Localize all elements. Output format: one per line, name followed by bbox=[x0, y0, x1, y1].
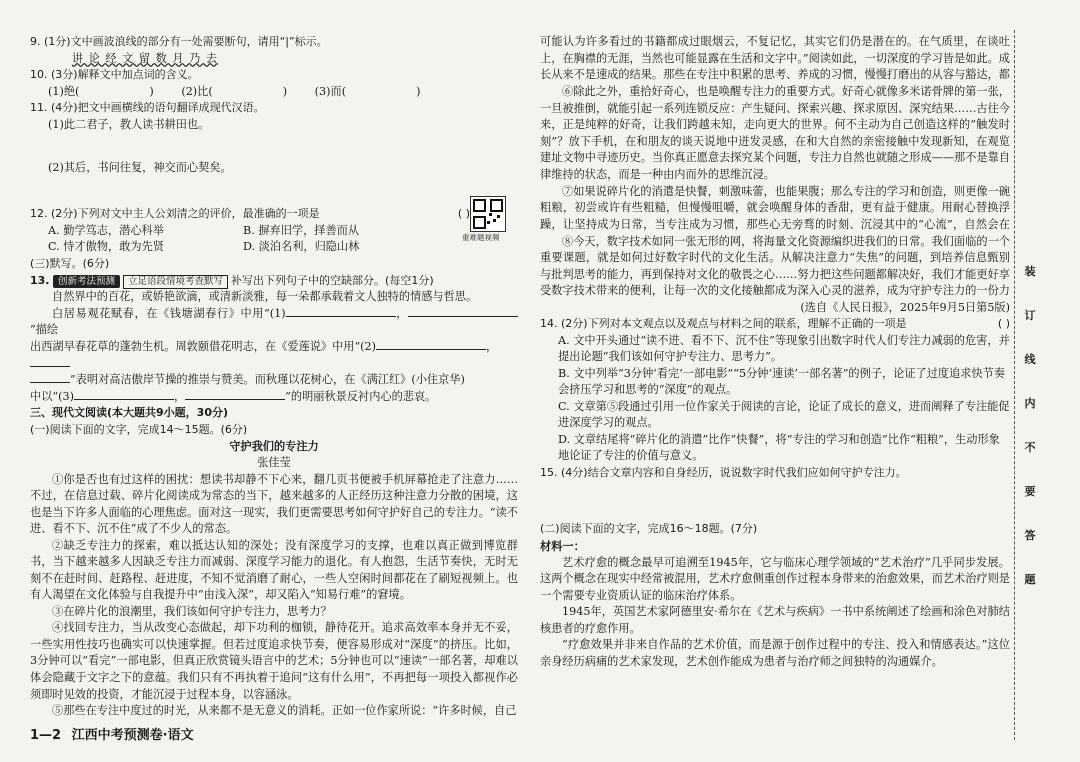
q14-option-c[interactable]: C. 文章第⑤段通过引用一位作家关于阅读的言论，论证了成长的意义，进而阐释了专注能促进深度学习的观点。 bbox=[558, 399, 1010, 430]
q10-items bbox=[30, 84, 448, 101]
innovation-badge: 创新考法预测 bbox=[53, 275, 120, 288]
question-11: 11. (4分)把文中画横线的语句翻译成现代汉语。 bbox=[30, 101, 265, 115]
q11-item-1: (1)此二君子，教人读书耕田也。 bbox=[48, 117, 210, 131]
q15-answer-space[interactable] bbox=[540, 481, 1010, 521]
q10-item-3: (3)而( ) bbox=[314, 84, 421, 98]
sub-section-1: (一)阅读下面的文字，完成14～15题。(6分) bbox=[30, 422, 248, 436]
exam-title: 江西中考预测卷·语文 bbox=[71, 728, 194, 743]
article-author: 张佳莹 bbox=[257, 456, 291, 470]
article-para-2: ②缺乏专注力的探索，难以抵达认知的深处；没有深度学习的支撑，也难以真正做到博览群书，当下越来越多人因缺乏专注力而减弱、深度学习能力的退化。有人抱怨，生活节奏快，无时无刻不在赶时间、赶路程、赶进度，不知不觉消磨了耐心，一些人空闲时间都花在了刷短视频上。也有人渴望在文化体验与自我提升中“由浅入深”，却又陷入“知易行难”的窘境。 bbox=[30, 538, 518, 602]
blank-3a[interactable] bbox=[74, 399, 174, 400]
right-para-4: ⑧今天，数字技术如同一张无形的网，将海量文化资源编织进我们的日常。我们面临的一个重要课题，就是如何过好数字时代的文化生活。从解决注意力“失焦”的问题，到培养信息甄别与批判思考的能力，再到保持对文化的敬畏之心……努力把这些问题都解决好，我们才能更好享受数字技术带来的便利，让每一次的文化接触都成为深入心灵的滋养，成为守护专注力的一份力 bbox=[540, 234, 1010, 298]
article-para-3: ③在碎片化的浪潮里，我们该如何守护专注力，思考力？ bbox=[52, 604, 332, 618]
blank-2a[interactable] bbox=[376, 349, 486, 350]
q10-item-2: (2)比( ) bbox=[181, 84, 288, 98]
q14-option-a[interactable]: A. 文中开头通过“读不进、看不下、沉不住”等现象引出数字时代人们专注力减弱的危害，并提出论题“我们该如何守护专注力、思考力”。 bbox=[558, 333, 1010, 364]
article-para-4: ④找回专注力，当从改变心态做起，却下功利的枷锁，静待花开。追求高效率本身并无不妥，一些实用性技巧也确实可以快速掌握。但若过度追求快节奏，便容易形成对“深度”的挤压。比如，3分钟可以“看完”一部电影，但真正欣赏镜头语言中的艺术；5分钟也可以“速读”一部名著，却难以体会隐藏于文字之下的意蕴。我们只有不再执着于追问“这有什么用”，不再把每一项投入都视作必须即时见效的投资，才能沉浸于过程本身，以容涵泳。 bbox=[30, 621, 518, 701]
q13-line-5: 中以“(3) ， ”的明丽秋景反衬内心的悲哀。 bbox=[30, 389, 437, 403]
q9-text: 讲 论 经 文 留 数 月 乃 去 bbox=[71, 51, 219, 65]
page-footer bbox=[30, 724, 194, 743]
question-9: 9. (1分)文中画波浪线的部分有一处需要断句，请用“|”标示。 bbox=[30, 35, 328, 48]
left-column bbox=[30, 34, 518, 720]
context-badge: 立足语段情境考查默写 bbox=[123, 275, 228, 289]
article-para-1: ①你是否也有过这样的困扰：想读书却静不下心来，翻几页书便被手机屏幕抢走了注意力……不过，在信息过载、碎片化阅读成为常态的当下，越来越多的人正经历这种注意力分散的困境，这也是当下许多人面临的心理焦虑。面对这一现实，我们更需要思考如何守护好自己的专注力。“读不进、看不下、沉不住”成了不少人的常态。 bbox=[30, 472, 518, 536]
right-column bbox=[540, 34, 1010, 670]
right-para-2: ⑥除此之外，重拾好奇心，也是唤醒专注力的重要方式。好奇心就像多米诺骨牌的第一张，一旦被推倒，就能引起一系列连锁反应：产生疑问、探索兴趣、探求原因、深究结果……古往今来，正是纯粹的好奇，让我们跨越未知，走向更大的世界。何不主动为自己创造这样的“触发时刻”？放下手机，在和朋友的谈天说地中迸发灵感，在和大自然的亲密接触中发现新知，在观览建址文物中寻迹历史。当你真正愿意去探究某个问题，专注力自然也就随之形成——那不是靠自律维持的状态，而是一种由内而外的思维沉浸。 bbox=[540, 85, 1010, 181]
q13-line-2: 白居易观花赋春，在《钱塘湖春行》中用“(1) ，”描绘 bbox=[30, 306, 518, 339]
q12-option-a[interactable]: A. 勤学笃志，潜心科举 bbox=[48, 223, 164, 237]
qr-caption: 重难题视频 bbox=[462, 233, 500, 242]
q10-item-1: (1)绝( ) bbox=[48, 84, 154, 98]
qr-code-icon[interactable] bbox=[470, 196, 506, 232]
q12-option-d[interactable]: D. 淡泊名利，归隐山林 bbox=[243, 240, 360, 254]
page-number: 1—2 bbox=[30, 728, 62, 743]
question-14: 14. (2分)下列对本文观点以及观点与材料之间的联系，理解不正确的一项是 ( ) bbox=[540, 317, 1010, 331]
q13-paragraph-1: 自然界中的百花，或娇艳欲滴，或清新淡雅，每一朵都承载着文人独特的情感与哲思。 bbox=[52, 290, 478, 304]
right-para-1: 可能认为许多看过的书籍都成过眼烟云，不复记忆，其实它们仍是潜在的。在气质里，在谈吐上，在胸襟的无涯，当然也可能显露在生活和文字中。”阅读如此，一切深度的学习皆是如此。成长从来不是速成的结果。那些在专注中积累的思考、养成的习惯，慢慢打磨出的从容与豁达，都 bbox=[540, 35, 1010, 82]
blank-2b[interactable] bbox=[30, 366, 70, 367]
question-12: 12. (2分)下列对文中主人公刘清之的评价，最准确的一项是 ( ) bbox=[30, 207, 470, 221]
question-13: 13. 创新考法预测 立足语段情境考查默写 补写出下列句子中的空缺部分。(每空1分) bbox=[30, 273, 434, 287]
question-15: 15. (4分)结合文章内容和自身经历，说说数字时代我们应如何守护专注力。 bbox=[540, 465, 907, 479]
q12-options-row1 bbox=[30, 223, 438, 240]
binding-warning: 装 订 线 内 不 要 答 题 bbox=[1024, 265, 1036, 586]
blank-1a[interactable] bbox=[286, 316, 396, 317]
article-para-5: ⑤那些在专注中度过的时光，从来都不是无意义的消耗。正如一位作家所说：“许多时候，自己 bbox=[52, 704, 517, 718]
material-1-label: 材料一： bbox=[540, 538, 585, 553]
material-para-3: “疗愈效果并非来自作品的艺术价值，而是源于创作过程中的专注、投入和情感表达。”这位亲身经历病痛的艺术家发现，艺术创作能成为患者与治疗师之间独特的沟通媒介。 bbox=[540, 638, 1010, 668]
blank-2c[interactable] bbox=[30, 382, 70, 383]
sub-section-2: (二)阅读下面的文字，完成16～18题。(7分) bbox=[540, 522, 758, 536]
q11-item-2: (2)其后，书问往复，神交而心契矣。 bbox=[48, 160, 232, 174]
material-para-2: 1945年，英国艺术家阿德里安·希尔在《艺术与疾病》一书中系统阐述了绘画和涂色对肺结核患者的疗愈作用。 bbox=[540, 605, 1010, 635]
question-10: 10. (3分)解释文中加点词的含义。 bbox=[30, 68, 199, 82]
q12-option-b[interactable]: B. 摒弃旧学，择善而从 bbox=[243, 223, 360, 237]
q12-options-row2 bbox=[30, 239, 438, 256]
article-source: (选自《人民日报》，2025年9月5日第5版) bbox=[800, 300, 1010, 314]
q13-line-3: 出西湖早春花草的蓬勃生机。周敦颐借花明志，在《爱莲说》中用“(2) ， bbox=[30, 339, 518, 372]
binding-line bbox=[1014, 30, 1015, 740]
material-para-1: 艺术疗愈的概念最早可追溯至1945年，它与临床心理学领域的“艺术治疗”几乎同步发展。这两个概念在现实中经常被混用，艺术疗愈侧重创作过程本身带来的治愈效果，而艺术治疗则是一个需要专业资质认证的临床治疗体系。 bbox=[540, 555, 1010, 602]
q12-option-c[interactable]: C. 恃才傲物，敢为先贤 bbox=[48, 240, 164, 254]
blank-1b[interactable] bbox=[408, 316, 518, 317]
section-3-heading: (三)默写。(6分) bbox=[30, 256, 110, 270]
modern-reading-heading: 三、现代文阅读(本大题共9小题，30分) bbox=[30, 406, 229, 420]
right-para-3: ⑦如果说碎片化的消遣是快餐，刺激味蕾，也能果腹；那么专注的学习和创造，则更像一碗粗粮，初尝或许有些粗糙，但慢慢咀嚼，就会唤醒身体的香甜，更有益于健康。用耐心替换浮躁，让坚持成为日常，当专注成为习惯，那些心无旁骛的时刻、沉浸其中的“心流”，自然会在 bbox=[540, 184, 1010, 231]
q13-line-4: ”表明对高洁傲岸节操的推崇与赞美。而秋瑾以花树心，在《满江红》(小住京华) bbox=[30, 372, 518, 389]
q14-option-b[interactable]: B. 文中列举“3分钟‘看完’一部电影”“5分钟‘速读’一部名著”的例子，论证了过度追求快节奏会挤压学习和思考的“深度”的观点。 bbox=[558, 366, 1006, 397]
q14-option-d[interactable]: D. 文章结尾将“碎片化的消遣”比作“快餐”，将“专注的学习和创造”比作“粗粮”，生动形象地论证了专注的价值与意义。 bbox=[558, 432, 1000, 463]
article-title: 守护我们的专注力 bbox=[229, 439, 319, 454]
blank-3b[interactable] bbox=[185, 399, 285, 400]
